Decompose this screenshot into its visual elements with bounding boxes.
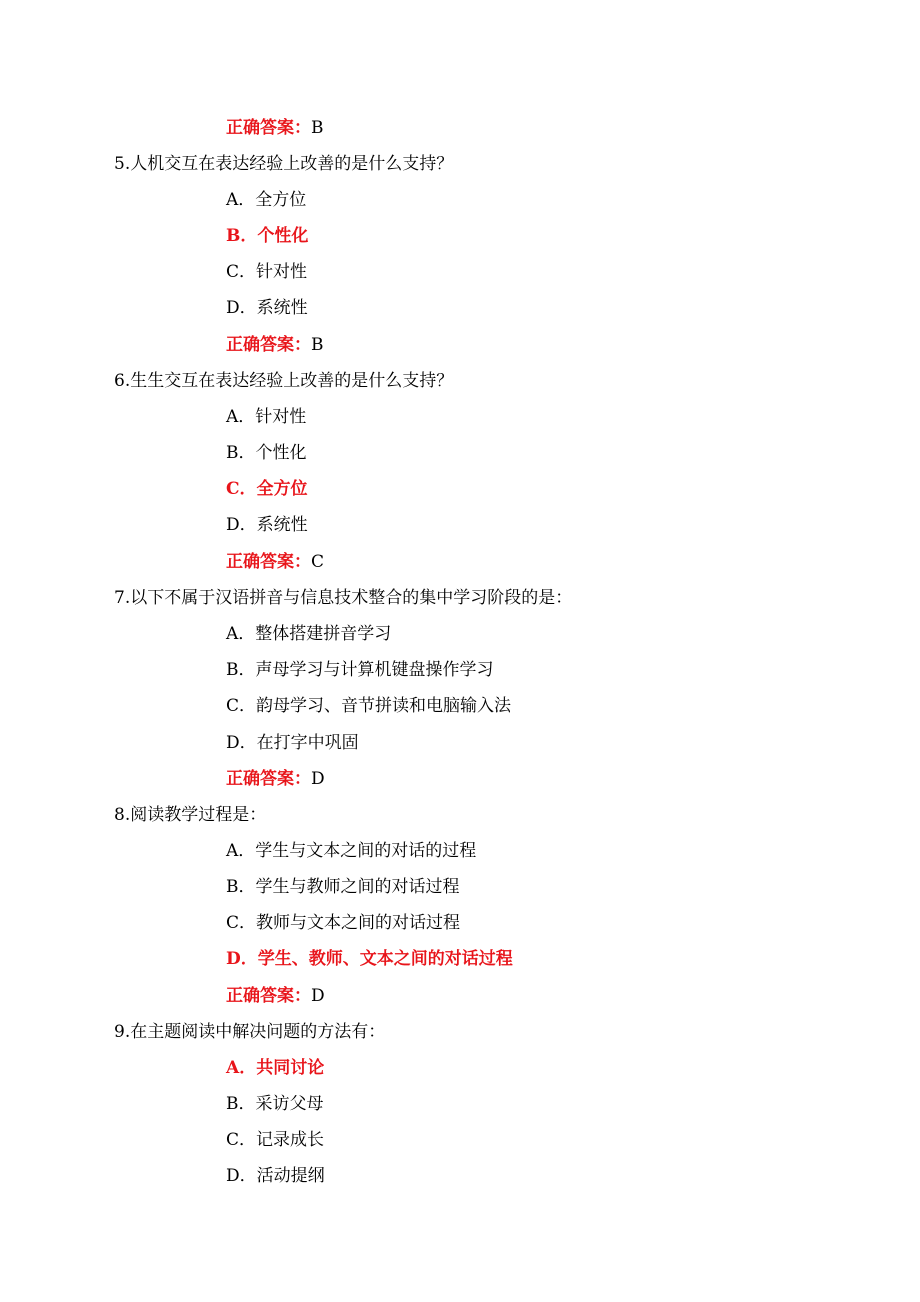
- question-8: 8.阅读教学过程是：: [114, 805, 267, 825]
- option-5c: C．针对性: [226, 262, 308, 282]
- answer-label: 正确答案：: [226, 769, 311, 789]
- option-6b: B．个性化: [226, 443, 307, 463]
- question-7: 7.以下不属于汉语拼音与信息技术整合的集中学习阶段的是：: [114, 588, 573, 608]
- option-8a: A．学生与文本之间的对话的过程: [226, 841, 477, 861]
- answer-8: [226, 984, 325, 1008]
- option-6c-correct: C．全方位: [226, 479, 308, 499]
- answer-label: 正确答案：: [226, 335, 311, 355]
- option-7a: A．整体搭建拼音学习: [226, 624, 392, 644]
- option-6d: D．系统性: [226, 515, 308, 535]
- answer-line: [226, 116, 324, 140]
- option-5d: D．系统性: [226, 298, 308, 318]
- option-7c: C．韵母学习、音节拼读和电脑输入法: [226, 696, 512, 716]
- answer-5: [226, 333, 324, 357]
- option-9d: D．活动提纲: [226, 1166, 325, 1186]
- answer-value: C: [311, 552, 325, 572]
- answer-label: 正确答案：: [226, 552, 311, 572]
- answer-value: D: [311, 769, 325, 789]
- answer-label: 正确答案：: [226, 986, 311, 1006]
- option-7b: B．声母学习与计算机键盘操作学习: [226, 660, 494, 680]
- option-5a: A．全方位: [226, 190, 307, 210]
- question-9: 9.在主题阅读中解决问题的方法有：: [114, 1022, 386, 1042]
- question-5: 5.人机交互在表达经验上改善的是什么支持？: [114, 154, 454, 174]
- question-6: 6.生生交互在表达经验上改善的是什么支持？: [114, 371, 454, 391]
- option-8c: C．教师与文本之间的对话过程: [226, 913, 461, 933]
- option-8b: B．学生与教师之间的对话过程: [226, 877, 460, 897]
- answer-value: D: [311, 986, 325, 1006]
- option-9c: C．记录成长: [226, 1130, 325, 1150]
- option-9a-correct: A．共同讨论: [226, 1058, 325, 1078]
- answer-value: B: [311, 335, 324, 355]
- answer-label: 正确答案：: [226, 118, 311, 138]
- option-5b-correct: B．个性化: [226, 226, 309, 246]
- option-6a: A．针对性: [226, 407, 307, 427]
- option-7d: D．在打字中巩固: [226, 733, 359, 753]
- option-8d-correct: D．学生、教师、文本之间的对话过程: [226, 949, 513, 969]
- answer-7: [226, 767, 325, 791]
- answer-6: [226, 550, 324, 574]
- option-9b: B．采访父母: [226, 1094, 324, 1114]
- answer-value: B: [311, 118, 324, 138]
